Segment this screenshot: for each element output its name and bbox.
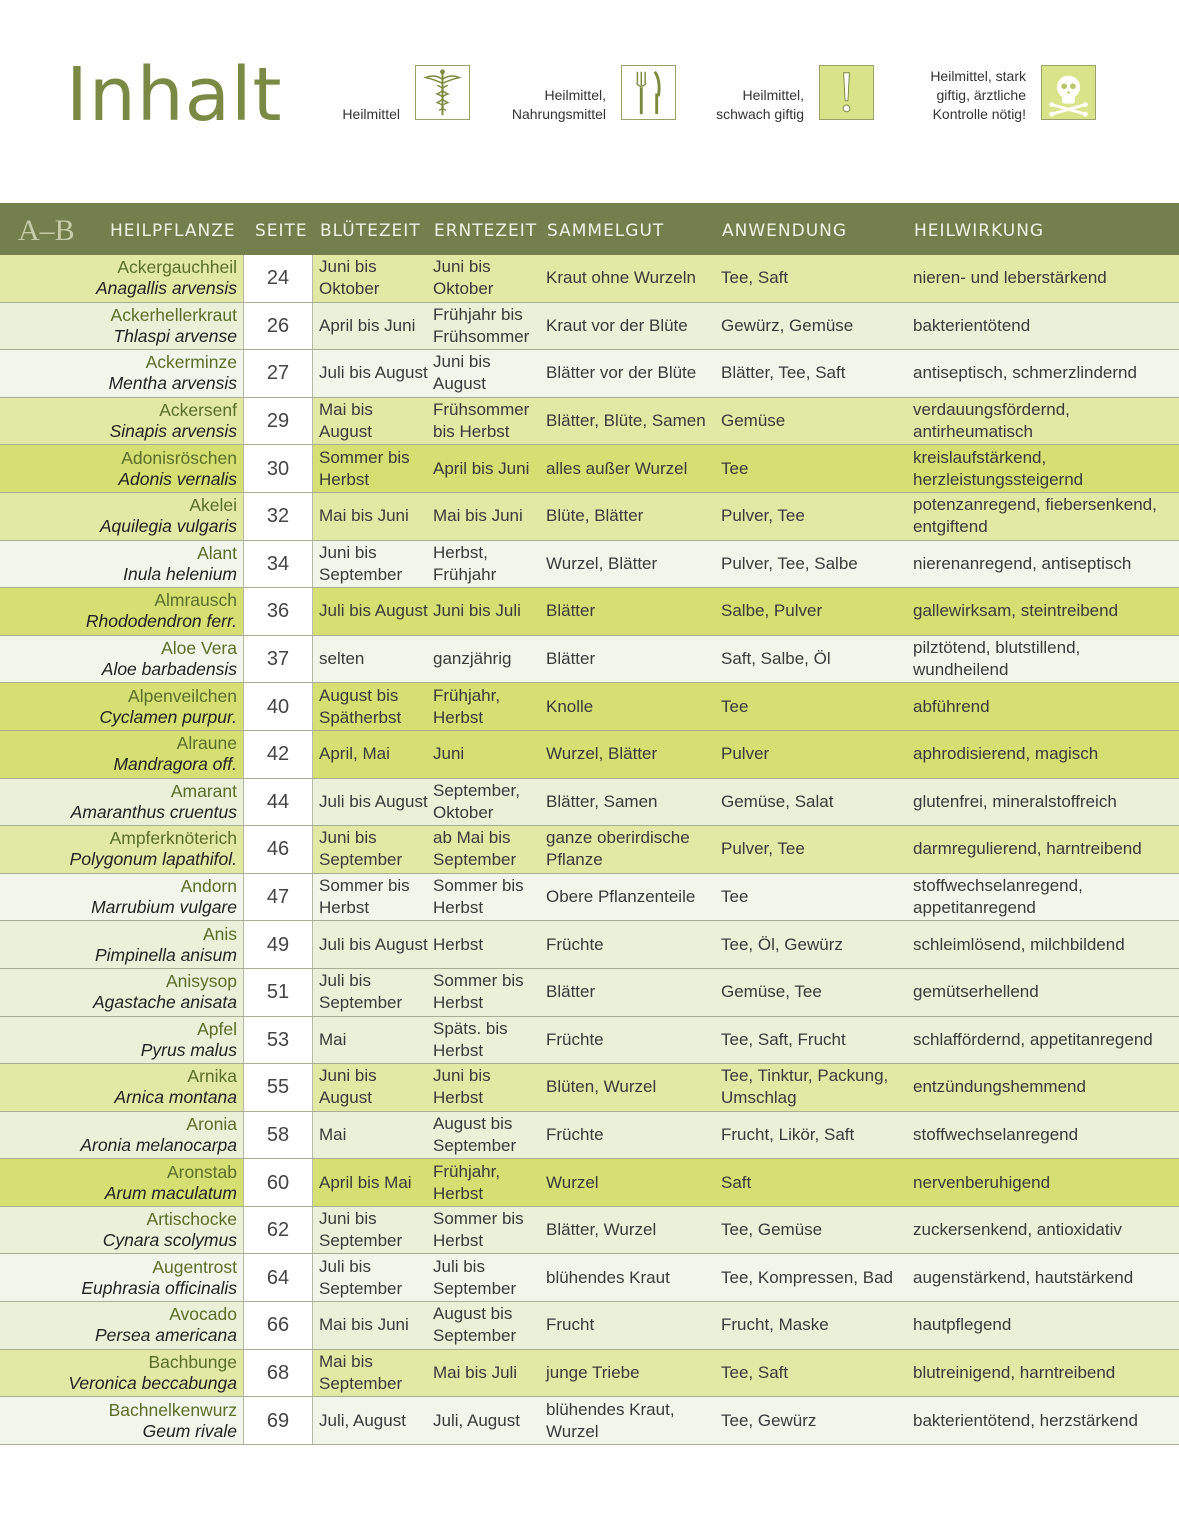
bluetezeit-cell: Juli bis August: [319, 601, 428, 621]
plant-name-cell: [0, 588, 237, 635]
erntezeit-cell: Sommer bis Herbst: [433, 876, 524, 918]
erntezeit-cell: Mai bis Juli: [433, 1362, 518, 1382]
plant-name-cell: [0, 350, 237, 397]
plant-common-name: Aronstab: [166, 1161, 237, 1182]
anwendung-cell: Gemüse, Salat: [721, 791, 834, 811]
plant-name-cell: [0, 636, 237, 683]
plant-latin-name: Adonis vernalis: [118, 468, 237, 489]
sammelgut-cell: blühendes Kraut: [546, 1267, 670, 1287]
plant-latin-name: Persea americana: [94, 1325, 237, 1346]
page-number: 44: [243, 779, 313, 826]
plant-common-name: Ackergauchheil: [117, 257, 237, 278]
erntezeit-cell: Sommer bis Herbst: [433, 971, 524, 1013]
page-number: 27: [243, 350, 313, 397]
page-number: 26: [243, 303, 313, 350]
page-number: 55: [243, 1064, 313, 1111]
erntezeit-cell: Juni: [433, 744, 465, 764]
erntezeit-cell: Juni bis Herbst: [433, 1066, 491, 1108]
plant-common-name: Aronia: [186, 1113, 237, 1134]
plant-common-name: Alpenveilchen: [128, 685, 237, 706]
table-row: [0, 255, 1179, 303]
table-row: [0, 921, 1179, 969]
anwendung-cell: Gewürz, Gemüse: [721, 315, 854, 335]
bluetezeit-cell: Juni bis September: [319, 1209, 403, 1251]
heilwirkung-cell: zuckersenkend, antioxidativ: [913, 1220, 1122, 1240]
table-row: [0, 303, 1179, 351]
plant-latin-name: Aquilegia vulgaris: [99, 516, 237, 537]
bluetezeit-cell: Juli bis August: [319, 363, 428, 383]
erntezeit-cell: Späts. bis Herbst: [433, 1018, 508, 1060]
plant-name-cell: [0, 1017, 237, 1064]
table-row: [0, 1397, 1179, 1445]
anwendung-cell: Saft, Salbe, Öl: [721, 649, 831, 669]
sammelgut-cell: Blüten, Wurzel: [546, 1077, 657, 1097]
table-row: [0, 1350, 1179, 1398]
table-row: [0, 541, 1179, 589]
plant-name-cell: [0, 493, 237, 540]
table-row: [0, 445, 1179, 493]
erntezeit-cell: Frühjahr, Herbst: [433, 1161, 501, 1203]
sammelgut-cell: Kraut vor der Blüte: [546, 315, 688, 335]
skull-crossbones-icon: [1041, 65, 1096, 120]
plant-latin-name: Pyrus malus: [140, 1039, 237, 1060]
anwendung-cell: Pulver, Tee: [721, 839, 805, 859]
bluetezeit-cell: Juli bis September: [319, 971, 403, 1013]
sammelgut-cell: Blätter: [546, 601, 596, 621]
plant-latin-name: Arum maculatum: [104, 1182, 237, 1203]
plant-common-name: Almrausch: [154, 590, 237, 611]
sammelgut-cell: Blüte, Blätter: [546, 506, 644, 526]
heilwirkung-cell: pilztötend, blutstillend, wundheilend: [913, 638, 1081, 680]
sammelgut-cell: Knolle: [546, 696, 594, 716]
anwendung-cell: Tee, Saft: [721, 268, 789, 288]
table-row: [0, 1254, 1179, 1302]
plant-name-cell: [0, 303, 237, 350]
anwendung-cell: Tee: [721, 458, 749, 478]
bluetezeit-cell: Sommer bis Herbst: [319, 447, 410, 489]
sammelgut-cell: Obere Pflanzenteile: [546, 887, 696, 907]
plant-latin-name: Rhododendron ferr.: [85, 611, 237, 632]
legend-label: Heilmittel, Nahrungsmittel: [511, 87, 606, 122]
sammelgut-cell: Blätter vor der Blüte: [546, 363, 697, 383]
column-header: ANWENDUNG: [722, 221, 848, 241]
bluetezeit-cell: Juni bis September: [319, 828, 403, 870]
plant-name-cell: [0, 731, 237, 778]
bluetezeit-cell: April, Mai: [319, 744, 390, 764]
sammelgut-cell: Wurzel, Blätter: [546, 553, 658, 573]
plant-latin-name: Marrubium vulgare: [91, 897, 237, 918]
bluetezeit-cell: April bis Mai: [319, 1172, 412, 1192]
table-row: [0, 874, 1179, 922]
table-body: [0, 255, 1179, 1445]
legend-stark-giftig: [890, 65, 1098, 123]
erntezeit-cell: Juni bis Oktober: [433, 257, 494, 299]
sammelgut-cell: junge Triebe: [546, 1362, 640, 1382]
anwendung-cell: Gemüse, Tee: [721, 982, 822, 1002]
heilwirkung-cell: blutreinigend, harntreibend: [913, 1362, 1116, 1382]
erntezeit-cell: Herbst: [433, 934, 484, 954]
plant-common-name: Alant: [197, 542, 237, 563]
plant-common-name: Andorn: [180, 876, 237, 897]
fork-knife-icon: [621, 65, 676, 120]
plant-common-name: Alraune: [176, 733, 237, 754]
plant-common-name: Ampferknöterich: [109, 828, 237, 849]
column-header: HEILWIRKUNG: [914, 221, 1045, 241]
heilwirkung-cell: kreislaufstärkend, herzleistungssteigernd: [913, 447, 1084, 489]
erntezeit-cell: Juni bis August: [433, 352, 491, 394]
table-row: [0, 1159, 1179, 1207]
table-row: [0, 683, 1179, 731]
heilwirkung-cell: schleimlösend, milchbildend: [913, 934, 1125, 954]
heilwirkung-cell: nervenberuhigend: [913, 1172, 1051, 1192]
plant-common-name: Avocado: [169, 1304, 237, 1325]
anwendung-cell: Pulver: [721, 744, 770, 764]
anwendung-cell: Tee: [721, 696, 749, 716]
heilwirkung-cell: verdauungsfördernd, antirheumatisch: [913, 400, 1070, 442]
plant-common-name: Apfel: [197, 1018, 237, 1039]
page-number: 30: [243, 445, 313, 492]
plant-common-name: Anis: [202, 923, 237, 944]
plant-common-name: Ackerminze: [145, 352, 237, 373]
plant-latin-name: Euphrasia officinalis: [81, 1277, 237, 1298]
sammelgut-cell: Wurzel, Blätter: [546, 744, 658, 764]
plant-common-name: Ackersenf: [159, 400, 237, 421]
sammelgut-cell: Blätter, Samen: [546, 791, 658, 811]
anwendung-cell: Salbe, Pulver: [721, 601, 823, 621]
plant-name-cell: [0, 1112, 237, 1159]
bluetezeit-cell: Juni bis August: [319, 1066, 377, 1108]
bluetezeit-cell: Mai bis Juni: [319, 1315, 409, 1335]
anwendung-cell: Frucht, Likör, Saft: [721, 1124, 855, 1144]
erntezeit-cell: Sommer bis Herbst: [433, 1209, 524, 1251]
anwendung-cell: Tee: [721, 887, 749, 907]
heilwirkung-cell: nieren- und leberstärkend: [913, 268, 1107, 288]
table-row: [0, 493, 1179, 541]
sammelgut-cell: Kraut ohne Wurzeln: [546, 268, 696, 288]
table-row: [0, 779, 1179, 827]
page-number: 42: [243, 731, 313, 778]
erntezeit-cell: Frühsommer bis Herbst: [433, 400, 530, 442]
table-row: [0, 1112, 1179, 1160]
plant-latin-name: Pimpinella anisum: [94, 944, 237, 965]
anwendung-cell: Pulver, Tee: [721, 506, 805, 526]
plant-name-cell: [0, 445, 237, 492]
anwendung-cell: Tee, Kompressen, Bad: [721, 1267, 893, 1287]
caduceus-icon: [415, 65, 470, 120]
sammelgut-cell: Blätter: [546, 982, 596, 1002]
table-row: [0, 826, 1179, 874]
erntezeit-cell: Mai bis Juni: [433, 506, 523, 526]
plant-latin-name: Veronica beccabunga: [68, 1372, 237, 1393]
page-number: 29: [243, 398, 313, 445]
bluetezeit-cell: Juli bis September: [319, 1256, 403, 1298]
plant-common-name: Adonisröschen: [121, 447, 237, 468]
column-header: HEILPFLANZE: [110, 221, 236, 241]
plant-latin-name: Anagallis arvensis: [95, 278, 237, 299]
plant-common-name: Artischocke: [146, 1209, 237, 1230]
heilwirkung-cell: darmregulierend, harntreibend: [913, 839, 1142, 859]
plant-name-cell: [0, 1397, 237, 1444]
bluetezeit-cell: Juli bis August: [319, 791, 428, 811]
bluetezeit-cell: Mai bis August: [319, 400, 373, 442]
bluetezeit-cell: April bis Juni: [319, 315, 416, 335]
plant-name-cell: [0, 1350, 237, 1397]
page-number: 51: [243, 969, 313, 1016]
plant-latin-name: Aronia melanocarpa: [80, 1134, 237, 1155]
page-number: 24: [243, 255, 313, 302]
bluetezeit-cell: Juni bis Oktober: [319, 257, 380, 299]
plant-name-cell: [0, 1159, 237, 1206]
bluetezeit-cell: Mai bis September: [319, 1351, 403, 1393]
anwendung-cell: Tee, Saft, Frucht: [721, 1029, 846, 1049]
legend-label: Heilmittel, stark giftig, ärztliche Kontrolle nötig!: [930, 68, 1026, 122]
plant-common-name: Ackerhellerkraut: [110, 304, 237, 325]
plant-name-cell: [0, 1064, 237, 1111]
plant-name-cell: [0, 874, 237, 921]
plant-name-cell: [0, 255, 237, 302]
heilwirkung-cell: bakterientötend, herzstärkend: [913, 1410, 1138, 1430]
plant-latin-name: Aloe barbadensis: [101, 659, 237, 680]
heilwirkung-cell: aphrodisierend, magisch: [913, 744, 1099, 764]
plant-common-name: Amarant: [170, 780, 237, 801]
plant-latin-name: Thlaspi arvense: [113, 325, 237, 346]
table-row: [0, 731, 1179, 779]
plant-common-name: Akelei: [189, 495, 237, 516]
anwendung-cell: Pulver, Tee, Salbe: [721, 553, 858, 573]
page-number: 53: [243, 1017, 313, 1064]
plant-name-cell: [0, 398, 237, 445]
heilwirkung-cell: stoffwechselanregend, appetitanregend: [913, 876, 1083, 918]
heilwirkung-cell: glutenfrei, mineralstoffreich: [913, 791, 1117, 811]
table-row: [0, 969, 1179, 1017]
plant-common-name: Aloe Vera: [161, 638, 237, 659]
sammelgut-cell: Blätter: [546, 649, 596, 669]
table-row: [0, 588, 1179, 636]
plant-name-cell: [0, 1302, 237, 1349]
anwendung-cell: Tee, Gemüse: [721, 1220, 823, 1240]
legend-label: Heilmittel, schwach giftig: [716, 87, 804, 122]
plant-latin-name: Mentha arvensis: [108, 373, 237, 394]
page-number: 34: [243, 541, 313, 588]
bluetezeit-cell: Juli bis August: [319, 934, 428, 954]
sammelgut-cell: blühendes Kraut, Wurzel: [546, 1399, 675, 1441]
column-header: ERNTEZEIT: [434, 221, 538, 241]
column-header: BLÜTEZEIT: [320, 221, 421, 241]
anwendung-cell: Saft: [721, 1172, 752, 1192]
plant-name-cell: [0, 1254, 237, 1301]
plant-common-name: Arnika: [187, 1066, 237, 1087]
plant-name-cell: [0, 683, 237, 730]
plant-latin-name: Inula helenium: [123, 563, 237, 584]
heilwirkung-cell: abführend: [913, 696, 990, 716]
plant-common-name: Bachnelkenwurz: [108, 1399, 237, 1420]
plant-name-cell: [0, 921, 237, 968]
plant-common-name: Anisysop: [165, 971, 237, 992]
table-row: [0, 1302, 1179, 1350]
bluetezeit-cell: Mai bis Juni: [319, 506, 409, 526]
anwendung-cell: Tee, Öl, Gewürz: [721, 934, 843, 954]
plant-latin-name: Cyclamen purpur.: [99, 706, 237, 727]
legend-schwach-giftig: [690, 65, 876, 123]
anwendung-cell: Tee, Saft: [721, 1362, 789, 1382]
plant-latin-name: Polygonum lapathifol.: [69, 849, 237, 870]
page-number: 40: [243, 683, 313, 730]
table-header: [0, 203, 1179, 255]
table-row: [0, 1017, 1179, 1065]
page-number: 60: [243, 1159, 313, 1206]
table-row: [0, 350, 1179, 398]
column-header: SAMMELGUT: [547, 221, 665, 241]
sammelgut-cell: Früchte: [546, 1124, 604, 1144]
legend-nahrungsmittel: [480, 65, 676, 123]
bluetezeit-cell: Mai: [319, 1029, 347, 1049]
sammelgut-cell: Wurzel: [546, 1172, 599, 1192]
erntezeit-cell: ganzjährig: [433, 649, 512, 669]
sammelgut-cell: Blätter, Blüte, Samen: [546, 411, 706, 431]
table-row: [0, 398, 1179, 446]
heilwirkung-cell: antiseptisch, schmerzlindernd: [913, 363, 1137, 383]
plant-latin-name: Agastache anisata: [93, 992, 237, 1013]
page-number: 69: [243, 1397, 313, 1444]
page-number: 62: [243, 1207, 313, 1254]
bluetezeit-cell: Juli, August: [319, 1410, 406, 1430]
page-number: 37: [243, 636, 313, 683]
plant-latin-name: Mandragora off.: [113, 754, 237, 775]
plant-latin-name: Amaranthus cruentus: [70, 801, 237, 822]
erntezeit-cell: April bis Juni: [433, 458, 530, 478]
plant-name-cell: [0, 541, 237, 588]
erntezeit-cell: September, Oktober: [433, 780, 520, 822]
table-row: [0, 1207, 1179, 1255]
erntezeit-cell: Juni bis Juli: [433, 601, 521, 621]
erntezeit-cell: Herbst, Frühjahr: [433, 542, 497, 584]
page-number: 49: [243, 921, 313, 968]
page-number: 46: [243, 826, 313, 873]
plant-name-cell: [0, 826, 237, 873]
anwendung-cell: Frucht, Maske: [721, 1315, 829, 1335]
page-number: 58: [243, 1112, 313, 1159]
erntezeit-cell: ab Mai bis September: [433, 828, 517, 870]
anwendung-cell: Tee, Tinktur, Packung, Umschlag: [721, 1066, 889, 1108]
heilwirkung-cell: schlaffördernd, appetitanregend: [913, 1029, 1153, 1049]
heilwirkung-cell: gemütserhellend: [913, 982, 1039, 1002]
heilwirkung-cell: hautpflegend: [913, 1315, 1012, 1335]
erntezeit-cell: Juli, August: [433, 1410, 520, 1430]
sammelgut-cell: Früchte: [546, 1029, 604, 1049]
sammelgut-cell: Blätter, Wurzel: [546, 1220, 657, 1240]
erntezeit-cell: Frühjahr, Herbst: [433, 685, 501, 727]
bluetezeit-cell: Sommer bis Herbst: [319, 876, 410, 918]
sammelgut-cell: alles außer Wurzel: [546, 458, 688, 478]
legend-heilmittel: [300, 65, 470, 123]
heilwirkung-cell: stoffwechselanregend: [913, 1124, 1079, 1144]
plant-latin-name: Geum rivale: [142, 1420, 237, 1441]
table-row: [0, 1064, 1179, 1112]
page-title: Inhalt: [66, 52, 283, 138]
anwendung-cell: Tee, Gewürz: [721, 1410, 817, 1430]
bluetezeit-cell: August bis Spätherbst: [319, 685, 402, 727]
page-number: 36: [243, 588, 313, 635]
sammelgut-cell: ganze oberirdische Pflanze: [546, 828, 690, 870]
plant-name-cell: [0, 1207, 237, 1254]
bluetezeit-cell: selten: [319, 649, 365, 669]
exclamation-icon: [819, 65, 874, 120]
plant-name-cell: [0, 969, 237, 1016]
heilwirkung-cell: gallewirksam, steintreibend: [913, 601, 1119, 621]
erntezeit-cell: Juli bis September: [433, 1256, 517, 1298]
heilwirkung-cell: bakterientötend: [913, 315, 1031, 335]
heilwirkung-cell: entzündungshemmend: [913, 1077, 1086, 1097]
sammelgut-cell: Frucht: [546, 1315, 595, 1335]
erntezeit-cell: Frühjahr bis Frühsommer: [433, 304, 530, 346]
heilwirkung-cell: augenstärkend, hautstärkend: [913, 1267, 1134, 1287]
plant-latin-name: Sinapis arvensis: [109, 421, 237, 442]
anwendung-cell: Blätter, Tee, Saft: [721, 363, 846, 383]
erntezeit-cell: August bis September: [433, 1113, 517, 1155]
plant-common-name: Bachbunge: [148, 1351, 237, 1372]
table-row: [0, 636, 1179, 684]
bluetezeit-cell: Juni bis September: [319, 542, 403, 584]
page-number: 47: [243, 874, 313, 921]
legend-label: Heilmittel: [342, 106, 400, 122]
page-number: 66: [243, 1302, 313, 1349]
plant-common-name: Augentrost: [152, 1256, 237, 1277]
plant-latin-name: Arnica montana: [114, 1087, 237, 1108]
heilwirkung-cell: potenzanregend, fiebersenkend, entgiftend: [913, 495, 1157, 537]
section-label: A–B: [18, 214, 75, 247]
page-number: 32: [243, 493, 313, 540]
page-number: 68: [243, 1350, 313, 1397]
plant-latin-name: Cynara scolymus: [102, 1230, 237, 1251]
plant-name-cell: [0, 779, 237, 826]
heilwirkung-cell: nierenanregend, antiseptisch: [913, 553, 1132, 573]
sammelgut-cell: Früchte: [546, 934, 604, 954]
bluetezeit-cell: Mai: [319, 1124, 347, 1144]
page-number: 64: [243, 1254, 313, 1301]
anwendung-cell: Gemüse: [721, 411, 786, 431]
column-header: SEITE: [255, 221, 308, 241]
erntezeit-cell: August bis September: [433, 1304, 517, 1346]
